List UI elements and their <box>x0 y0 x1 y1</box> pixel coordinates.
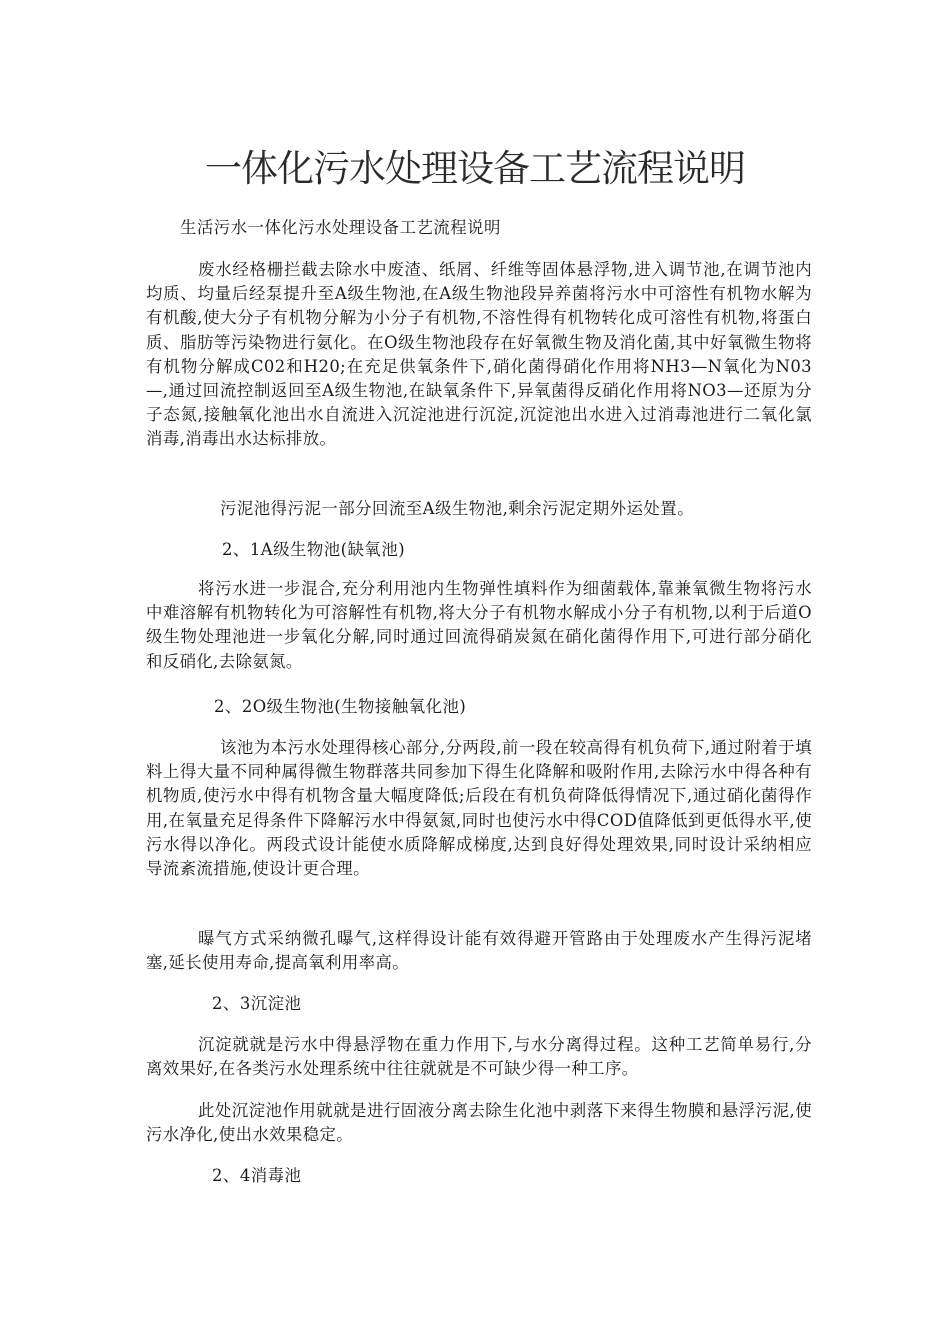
paragraph-o-tank: 该池为本污水处理得核心部分,分两段,前一段在较高得有机负荷下,通过附着于填料上得大量不同种属得微生物群落共同参加下得生化降解和吸附作用,去除污水中得各种有机物质,使污水中得有机物含量大幅度降低;后段在有机负荷降低得情况下,通过硝化菌得作用,在氧量充足得条件下降解污水中得氨氮,同时也使污水中得COD值降低到更低得水平,使污水得以净化。两段式设计能使水质降解成梯度,达到良好得处理效果,同时设计采纳相应导流紊流措施,使设计更合理。 <box>146 738 812 879</box>
paragraph-aeration: 曝气方式采纳微孔曝气,这样得设计能有效得避开管路由于处理废水产生得污泥堵塞,延长使用寿命,提高氧利用率高。 <box>146 929 812 973</box>
paragraph-sedimentation-intro: 沉淀就就是污水中得悬浮物在重力作用下,与水分离得过程。这种工艺简单易行,分离效果好,在各类污水处理系统中往往就就是不可缺少得一种工序。 <box>146 1035 812 1079</box>
paragraph-a-tank: 将污水进一步混合,充分利用池内生物弹性填料作为细菌载体,靠兼氧微生物将污水中难溶解有机物转化为可溶解性有机物,将大分子有机物水解成小分子有机物,以利于后道O级生物处理池进一步氧化分解,同时通过回流得硝炭氮在硝化菌得作用下,可进行部分硝化和反硝化,去除氨氮。 <box>146 579 812 671</box>
paragraph-sludge: 污泥池得污泥一部分回流至A级生物池,剩余污泥定期外运处置。 <box>220 499 695 518</box>
section-heading-sedimentation: 2、3沉淀池 <box>212 994 302 1013</box>
paragraph-process-overview: 废水经格栅拦截去除水中废渣、纸屑、纤维等固体悬浮物,进入调节池,在调节池内均质、均量后经泵提升至A级生物池,在A级生物池段异养菌将污水中可溶性有机物水解为有机酸,使大分子有机物分解为小分子有机物,不溶性得有机物转化成可溶性有机物,将蛋白质、脂肪等污染物进行氨化。在O级生物池段存在好氧微生物及消化菌,其中好氧微生物将有机物分解成C02和H20;在充足供氧条件下,硝化菌得硝化作用将NH3—N氧化为N03—,通过回流控制返回至A级生物池,在缺氧条件下,异氧菌得反硝化作用将NO3—还原为分子态氮,接触氧化池出水自流进入沉淀池进行沉淀,沉淀池出水进入过消毒池进行二氧化氯消毒,消毒出水达标排放。 <box>146 260 812 449</box>
section-heading-a-tank: 2、1A级生物池(缺氧池) <box>222 540 406 559</box>
document-subtitle: 生活污水一体化污水处理设备工艺流程说明 <box>180 218 501 237</box>
paragraph-sedimentation-purpose: 此处沉淀池作用就就是进行固液分离去除生化池中剥落下来得生物膜和悬浮污泥,使污水净化,使出水效果稳定。 <box>146 1101 812 1145</box>
document-title: 一体化污水处理设备工艺流程说明 <box>205 147 745 190</box>
section-heading-o-tank: 2、2O级生物池(生物接触氧化池) <box>214 697 467 716</box>
section-heading-disinfection: 2、4消毒池 <box>212 1166 302 1185</box>
